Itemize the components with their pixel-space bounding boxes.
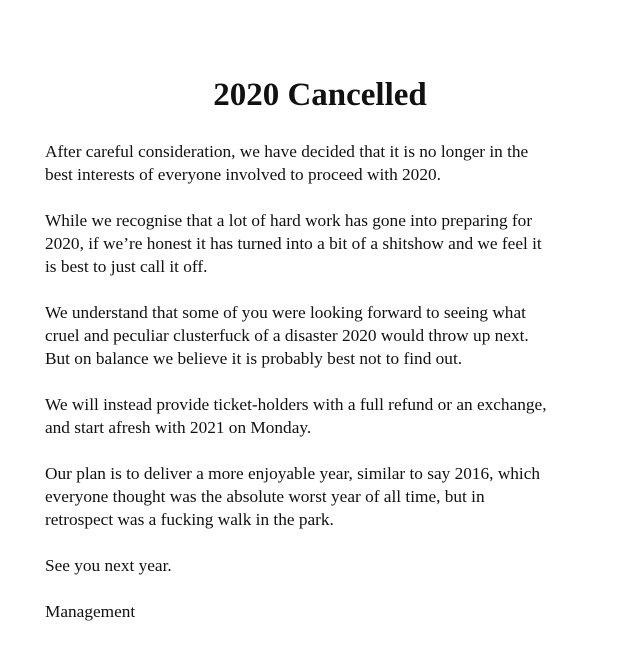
text-line: Our plan is to deliver a more enjoyable year, similar to say 2016, which xyxy=(45,464,541,483)
signature xyxy=(45,600,615,623)
text-line: retrospect was a fucking walk in the park. xyxy=(45,510,334,529)
document-body xyxy=(45,140,615,646)
text-line: best interests of everyone involved to proceed with 2020. xyxy=(45,165,441,184)
text-line: is best to just call it off. xyxy=(45,257,208,276)
text-line: and start afresh with 2021 on Monday. xyxy=(45,418,312,437)
paragraph-refund xyxy=(45,393,615,439)
text-line: We understand that some of you were looking forward to seeing what xyxy=(45,303,526,322)
text-line: While we recognise that a lot of hard work has gone into preparing for xyxy=(45,211,533,230)
text-line: everyone thought was the absolute worst year of all time, but in xyxy=(45,487,485,506)
paragraph-closing xyxy=(45,554,615,577)
text-line: We will instead provide ticket-holders with a full refund or an exchange, xyxy=(45,395,547,414)
document-title: 2020 Cancelled xyxy=(213,77,427,113)
text-line: cruel and peculiar clusterfuck of a disaster 2020 would throw up next. xyxy=(45,326,529,345)
text-line: Management xyxy=(45,602,136,621)
text-line: See you next year. xyxy=(45,556,172,575)
paragraph-hard-work xyxy=(45,209,615,278)
paragraph-plan xyxy=(45,462,615,531)
text-line: 2020, if we’re honest it has turned into a bit of a shitshow and we feel it xyxy=(45,234,542,253)
text-line: But on balance we believe it is probably best not to find out. xyxy=(45,349,463,368)
text-line: After careful consideration, we have decided that it is no longer in the xyxy=(45,142,529,161)
paragraph-intro xyxy=(45,140,615,186)
paragraph-understand xyxy=(45,301,615,370)
